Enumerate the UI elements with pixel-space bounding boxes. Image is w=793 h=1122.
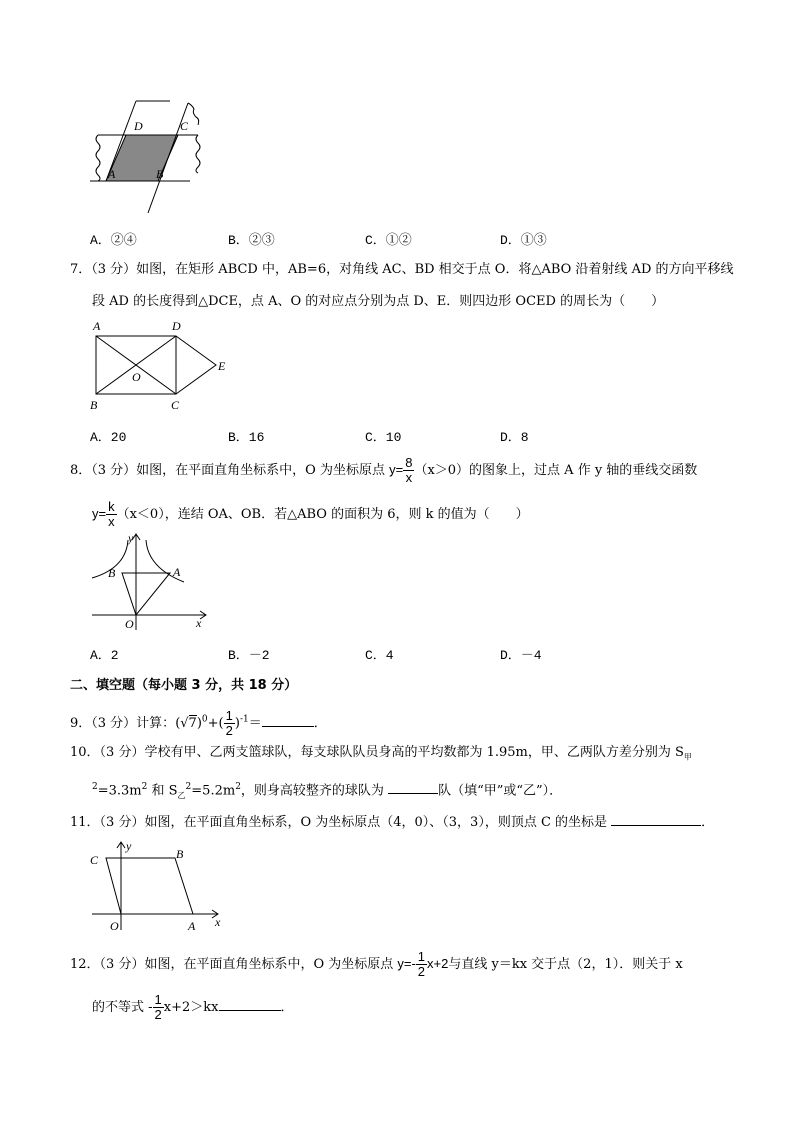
svg-text:A: A xyxy=(108,167,116,181)
q7-text-line2: 段 AD 的长度得到△DCE，点 A、O 的对应点分别为点 D、E．则四边形 OCED 的周长为（ ） xyxy=(92,294,665,309)
svg-text:D: D xyxy=(134,119,143,133)
q8-option-b[interactable]: B．－2 xyxy=(228,648,270,663)
svg-text:B: B xyxy=(90,398,98,412)
q6-option-b[interactable]: B．②③ xyxy=(228,233,275,248)
q6-option-a[interactable]: A．②④ xyxy=(90,233,137,248)
svg-text:O: O xyxy=(110,919,119,933)
q12-ineq-rhs: x+2＞kx xyxy=(163,1000,219,1015)
svg-text:O: O xyxy=(132,370,141,384)
q9-radicand: 7 xyxy=(188,716,197,731)
q8-text-line1 xyxy=(70,456,697,485)
svg-text:A: A xyxy=(188,919,196,933)
q7-option-c[interactable]: C．10 xyxy=(365,430,402,445)
q9-prefix: 9．（3 分）计算： xyxy=(70,716,176,731)
q8-func1-lhs: y= xyxy=(389,462,404,477)
q6-option-c[interactable]: C．①② xyxy=(365,233,412,248)
q12-func-fraction: $\frac{1}{2}$ xyxy=(417,949,426,979)
q8-text-c: ，连结 OA、OB．若△ABO 的面积为 6，则 k 的值为（ ） xyxy=(164,507,529,522)
q10-sq2: 2 xyxy=(185,782,192,792)
q11-end: ． xyxy=(701,815,715,830)
q11-text xyxy=(70,813,714,832)
q7-option-d[interactable]: D．8 xyxy=(500,430,529,445)
q9-answer-blank[interactable] xyxy=(262,714,314,727)
q8-func2-fraction: $\frac{k}{x}$ xyxy=(108,499,115,529)
q9-fraction: $\frac{1}{2}$ xyxy=(225,708,233,738)
q12-ineq-minus: - xyxy=(148,1000,153,1015)
q10-question: ，则身高较整齐的球队为 xyxy=(240,783,389,799)
q6-option-d[interactable]: D．①③ xyxy=(500,233,547,248)
svg-text:A: A xyxy=(93,319,101,333)
q8-func2-cond: （x＜0） xyxy=(116,507,165,522)
q12-line1-b: 与直线 y＝kx 交于点（2，1）．则关于 x xyxy=(448,957,683,972)
q12-func-lhs: y=- xyxy=(397,956,416,971)
q8-option-d[interactable]: D．－4 xyxy=(500,648,542,663)
svg-text:y: y xyxy=(128,531,134,545)
svg-text:A: A xyxy=(173,565,181,579)
q8-option-c[interactable]: C．4 xyxy=(365,648,394,663)
q10-sub-jia: 甲 xyxy=(683,752,692,762)
q8-text-line2 xyxy=(92,500,529,529)
q10-answer-blank[interactable] xyxy=(388,781,438,794)
section-heading-fill-blank: 二、填空题（每小题 3 分，共 18 分） xyxy=(70,678,298,693)
q8-hyperbola-figure xyxy=(88,530,218,635)
q8-text-b: 的图象上，过点 A 作 y 轴的垂线交函数 xyxy=(469,463,698,478)
q12-ineq-fraction: $\frac{1}{2}$ xyxy=(154,992,162,1022)
q7-option-a[interactable]: A．20 xyxy=(90,430,127,445)
q7-text-line1: 7．（3 分）如图，在矩形 ABCD 中，AB=6，对角线 AC、BD 相交于点 O．将△ABO 沿着射线 AD 的方向平移线 xyxy=(70,262,734,277)
q10-sq-unit: 2 xyxy=(141,782,148,792)
q10-hint: 队（填“甲”或“乙”）． xyxy=(438,783,563,799)
svg-text:E: E xyxy=(218,359,226,373)
q11-line1: 11．（3 分）如图，在平面直角坐标系，O 为坐标原点（4，0）、（3，3），则顶点 C 的坐标是 xyxy=(70,815,612,830)
q10-jia-value: =3.3m xyxy=(97,783,142,799)
q7-rectangle-figure xyxy=(88,318,238,413)
q6-parallelogram-figure xyxy=(88,93,218,218)
q12-text-line2 xyxy=(92,993,294,1022)
q11-parallelogram-figure xyxy=(88,838,233,936)
svg-text:B: B xyxy=(176,847,184,861)
q10-sq2-unit: 2 xyxy=(235,782,241,792)
q10-yi-value: =5.2m xyxy=(191,783,236,799)
q12-func-rhs: x+2 xyxy=(427,956,449,971)
q11-answer-blank[interactable] xyxy=(611,813,701,826)
q10-text-line2 xyxy=(92,778,562,805)
q10-and: 和 S xyxy=(147,783,178,799)
q10-line1: 10．（3 分）学校有甲、乙两支篮球队，每支球队队员身高的平均数都为 1.95m，甲、乙两队方差分别为 S xyxy=(70,745,684,760)
q8-func2-lhs: y= xyxy=(92,506,107,521)
svg-text:C: C xyxy=(90,853,99,867)
q12-text-line1 xyxy=(70,950,683,979)
svg-text:x: x xyxy=(215,915,221,929)
q12-end: ． xyxy=(280,1000,294,1015)
q9-exp1: -1 xyxy=(239,714,249,725)
svg-text:B: B xyxy=(108,566,116,580)
q12-answer-blank[interactable] xyxy=(219,998,281,1011)
svg-text:x: x xyxy=(196,616,202,630)
svg-text:C: C xyxy=(180,119,189,133)
q7-option-b[interactable]: B．16 xyxy=(228,430,265,445)
q8-text-a: 8．（3 分）如图，在平面直角坐标系中，O 为坐标原点 xyxy=(70,463,390,478)
q9-exp0: 0 xyxy=(201,714,208,725)
q8-option-a[interactable]: A．2 xyxy=(90,648,119,663)
svg-text:B: B xyxy=(156,167,164,181)
svg-text:O: O xyxy=(125,617,134,631)
q9-text: 9．（3 分）计算：$(√7)^0+$( $\frac{1}{2}$ )$^{-1}$＝ ． xyxy=(70,708,327,738)
q9-eq: ＝ xyxy=(248,716,262,731)
q9-plus: + xyxy=(207,716,219,731)
q9-end: ． xyxy=(313,716,327,731)
svg-text:C: C xyxy=(171,398,180,412)
q12-line1-a: 12．（3 分）如图，在平面直角坐标系中，O 为坐标原点 xyxy=(70,957,398,972)
q10-sub-yi: 乙 xyxy=(177,790,186,800)
q10-text-line1 xyxy=(70,744,692,767)
svg-text:D: D xyxy=(172,319,181,333)
q12-line2-a: 的不等式 xyxy=(92,1000,149,1015)
q8-func1-fraction: $\frac{8}{x}$ xyxy=(405,455,413,485)
svg-text:y: y xyxy=(126,839,132,853)
q10-sq: 2 xyxy=(92,782,98,792)
q8-func1-cond: （x＞0） xyxy=(414,463,470,478)
